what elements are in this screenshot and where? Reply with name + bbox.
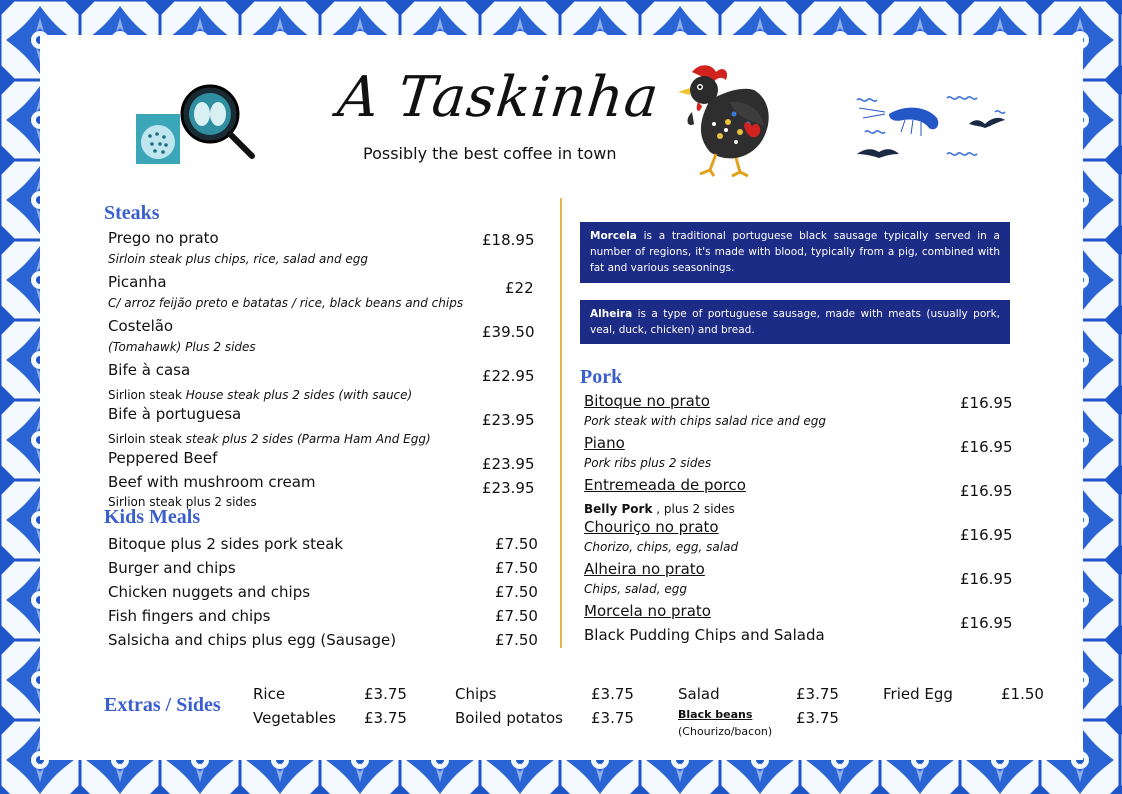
pork-item-price: £16.95 (960, 394, 1013, 412)
kids-item-price: £7.50 (495, 535, 538, 553)
kids-item-name: Chicken nuggets and chips (108, 583, 311, 601)
column-divider (560, 198, 562, 648)
pork-item-desc: Black Pudding Chips and Salada (584, 626, 825, 644)
menu-item-price: £18.95 (482, 231, 535, 249)
menu-item-name: Costelão (108, 317, 174, 335)
pork-item-name: Entremeada de porco (584, 476, 746, 494)
menu-item-name: Bife à portuguesa (108, 405, 242, 423)
extra-item-name: Rice (253, 685, 286, 703)
menu-item-desc: C/ arroz feijão preto e batatas / rice, black beans and chips (108, 296, 464, 310)
extra-item-name: Fried Egg (883, 685, 953, 703)
menu-item-name: Beef with mushroom cream (108, 473, 316, 491)
pork-item-name: Bitoque no prato (584, 392, 710, 410)
info-text: is a traditional portuguese black sausage typically served in a number of regions, it's made with blood, typically from a pig, combined with fat and various seasonings. (590, 230, 1000, 274)
pork-item-desc: Chips, salad, egg (584, 582, 687, 596)
extra-item-name: Boiled potatos (455, 709, 563, 727)
extra-item-price: £3.75 (591, 709, 634, 727)
kids-item-name: Fish fingers and chips (108, 607, 271, 625)
menu-item-desc-italic: House steak plus 2 sides (with sauce) (185, 388, 413, 402)
pork-item-name: Alheira no prato (584, 560, 705, 578)
menu-item-price: £22.95 (482, 367, 535, 385)
pork-item-name: Morcela no prato (584, 602, 711, 620)
extra-item-price: £1.50 (1001, 685, 1044, 703)
menu-item-desc-plain: Sirlion steak (108, 388, 186, 402)
info-term: Morcela (590, 230, 637, 242)
kids-item-price: £7.50 (495, 583, 538, 601)
pork-item-desc: Pork steak with chips salad rice and egg (584, 414, 827, 428)
pork-item-price: £16.95 (960, 438, 1013, 456)
pork-item-price: £16.95 (960, 482, 1013, 500)
kids-item-price: £7.50 (495, 631, 538, 649)
menu-item-price: £39.50 (482, 323, 535, 341)
section-heading-kids: Kids Meals (104, 506, 201, 528)
info-box-morcela (580, 222, 1010, 283)
menu-item-name: Prego no prato (108, 229, 219, 247)
pork-item-desc-bold: Belly Pork (584, 502, 653, 516)
menu-item-desc: Sirloin steak plus chips, rice, salad and egg (108, 252, 369, 266)
extra-item-price: £3.75 (364, 685, 407, 703)
pork-item-price: £16.95 (960, 526, 1013, 544)
extra-item-name: Salad (678, 685, 720, 703)
info-box-alheira (580, 300, 1010, 344)
kids-item-name: Burger and chips (108, 559, 236, 577)
menu-item-price: £23.95 (482, 455, 535, 473)
info-term: Alheira (590, 308, 633, 320)
menu-item-price: £23.95 (482, 411, 535, 429)
extra-item-name: Vegetables (253, 709, 336, 727)
rooster-icon (670, 62, 774, 180)
menu-item-price: £23.95 (482, 479, 535, 497)
pork-item-name: Piano (584, 434, 625, 452)
menu-item-desc (108, 428, 431, 447)
kids-item-price: £7.50 (495, 607, 538, 625)
section-heading-extras: Extras / Sides (104, 694, 221, 716)
extra-item-name: Black beans (678, 708, 753, 721)
extra-item-price: £3.75 (796, 685, 839, 703)
kids-item-name: Salsicha and chips plus egg (Sausage) (108, 631, 397, 649)
pork-item-price: £16.95 (960, 570, 1013, 588)
kids-item-price: £7.50 (495, 559, 538, 577)
section-heading-pork: Pork (580, 366, 623, 388)
extra-item-price: £3.75 (364, 709, 407, 727)
pork-item-desc: Chorizo, chips, egg, salad (584, 540, 739, 554)
extra-item-name: Chips (455, 685, 497, 703)
pork-item-desc (584, 498, 735, 517)
pork-item-name: Chouriço no prato (584, 518, 719, 536)
brand-title: A Taskinha (334, 65, 663, 130)
extra-item-price: £3.75 (796, 709, 839, 727)
shrimp-icon (855, 92, 1020, 164)
extra-item-sub: (Chourizo/bacon) (678, 725, 773, 738)
menu-item-name: Peppered Beef (108, 449, 218, 467)
extra-item-price: £3.75 (591, 685, 634, 703)
menu-item-desc: (Tomahawk) Plus 2 sides (108, 340, 256, 354)
tagline: Possibly the best coffee in town (363, 144, 617, 163)
frying-pan-icon (134, 84, 259, 168)
menu-item-desc-plain: Sirloin steak (108, 432, 186, 446)
info-text: is a type of portuguese sausage, made with meats (usually pork, veal, duck, chicken) and bread. (590, 308, 1000, 336)
menu-item-desc: Sirlion steak plus 2 sides (108, 495, 257, 509)
pork-item-price: £16.95 (960, 614, 1013, 632)
pork-item-desc-plain: , plus 2 sides (652, 502, 735, 516)
kids-item-name: Bitoque plus 2 sides pork steak (108, 535, 344, 553)
menu-item-price: £22 (505, 279, 534, 297)
menu-item-desc-italic: steak plus 2 sides (Parma Ham And Egg) (185, 432, 431, 446)
menu-item-name: Picanha (108, 273, 167, 291)
menu-item-name: Bife à casa (108, 361, 191, 379)
section-heading-steaks: Steaks (104, 202, 160, 224)
menu-item-desc (108, 384, 412, 403)
pork-item-desc: Pork ribs plus 2 sides (584, 456, 712, 470)
